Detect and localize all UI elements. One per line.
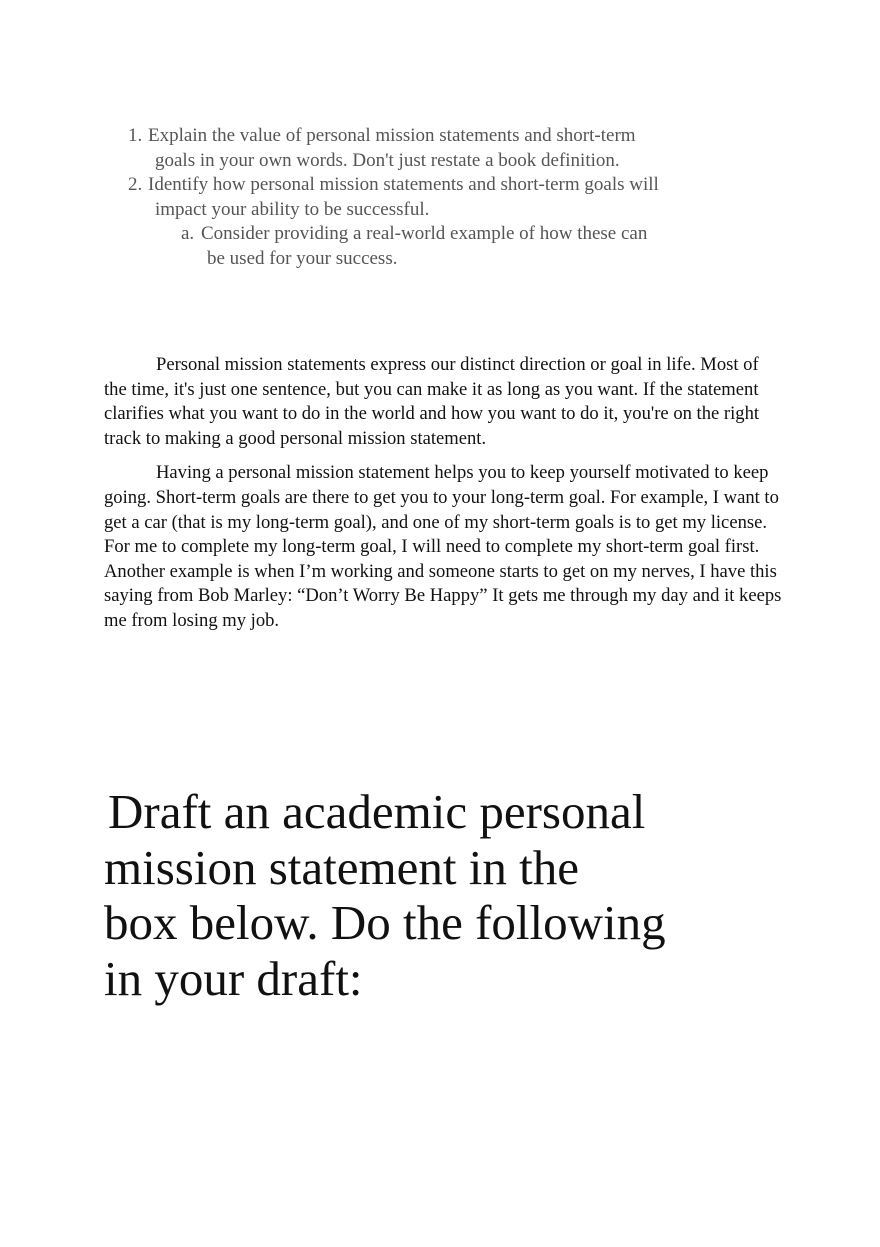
draft-heading-line-4: in your draft:	[104, 950, 363, 1006]
instruction-subitem-text: Consider providing a real-world example of how these can be used for your success.	[201, 223, 648, 269]
response-body	[104, 353, 784, 644]
response-paragraph-2: Having a personal mission statement helps you to keep yourself motivated to keep going. Short-term goals are there to get you to your long-term goal. For example, I want to get a car (that is my long-term goal), and one of my short-term goals is to get my license. For me to complete my long-term goal, I will need to complete my short-term goal first. Another example is when I’m working and someone starts to get on my nerves, I have this saying from Bob Marley: “Don’t Worry Be Happy” It gets me through my day and it keeps me from losing my job.	[104, 462, 782, 631]
instruction-number: 1.	[128, 125, 143, 146]
instruction-subitem-a	[104, 222, 664, 271]
draft-heading	[104, 784, 704, 1006]
instruction-text: Identify how personal mission statements and short-term goals will impact your ability to be successful.	[148, 174, 659, 220]
draft-heading-line-3: box below. Do the following	[104, 895, 666, 950]
draft-heading-line-2: mission statement in the	[104, 839, 579, 895]
instruction-text: Explain the value of personal mission statements and short-term goals in your own words. Don't just restate a book definition.	[148, 125, 636, 171]
instruction-number: 2.	[128, 174, 143, 195]
draft-heading-line-1: Draft an academic personal	[108, 784, 646, 839]
instruction-letter: a.	[181, 223, 195, 244]
response-paragraph-1: Personal mission statements express our distinct direction or goal in life. Most of the time, it's just one sentence, but you can make it as long as you want. If the statement clarifies what you want to do in the world and how you want to do it, you're on the right track to making a good personal mission statement.	[104, 354, 760, 449]
instruction-item-2	[104, 173, 664, 222]
instruction-item-1	[104, 124, 664, 173]
instruction-list	[104, 124, 664, 271]
